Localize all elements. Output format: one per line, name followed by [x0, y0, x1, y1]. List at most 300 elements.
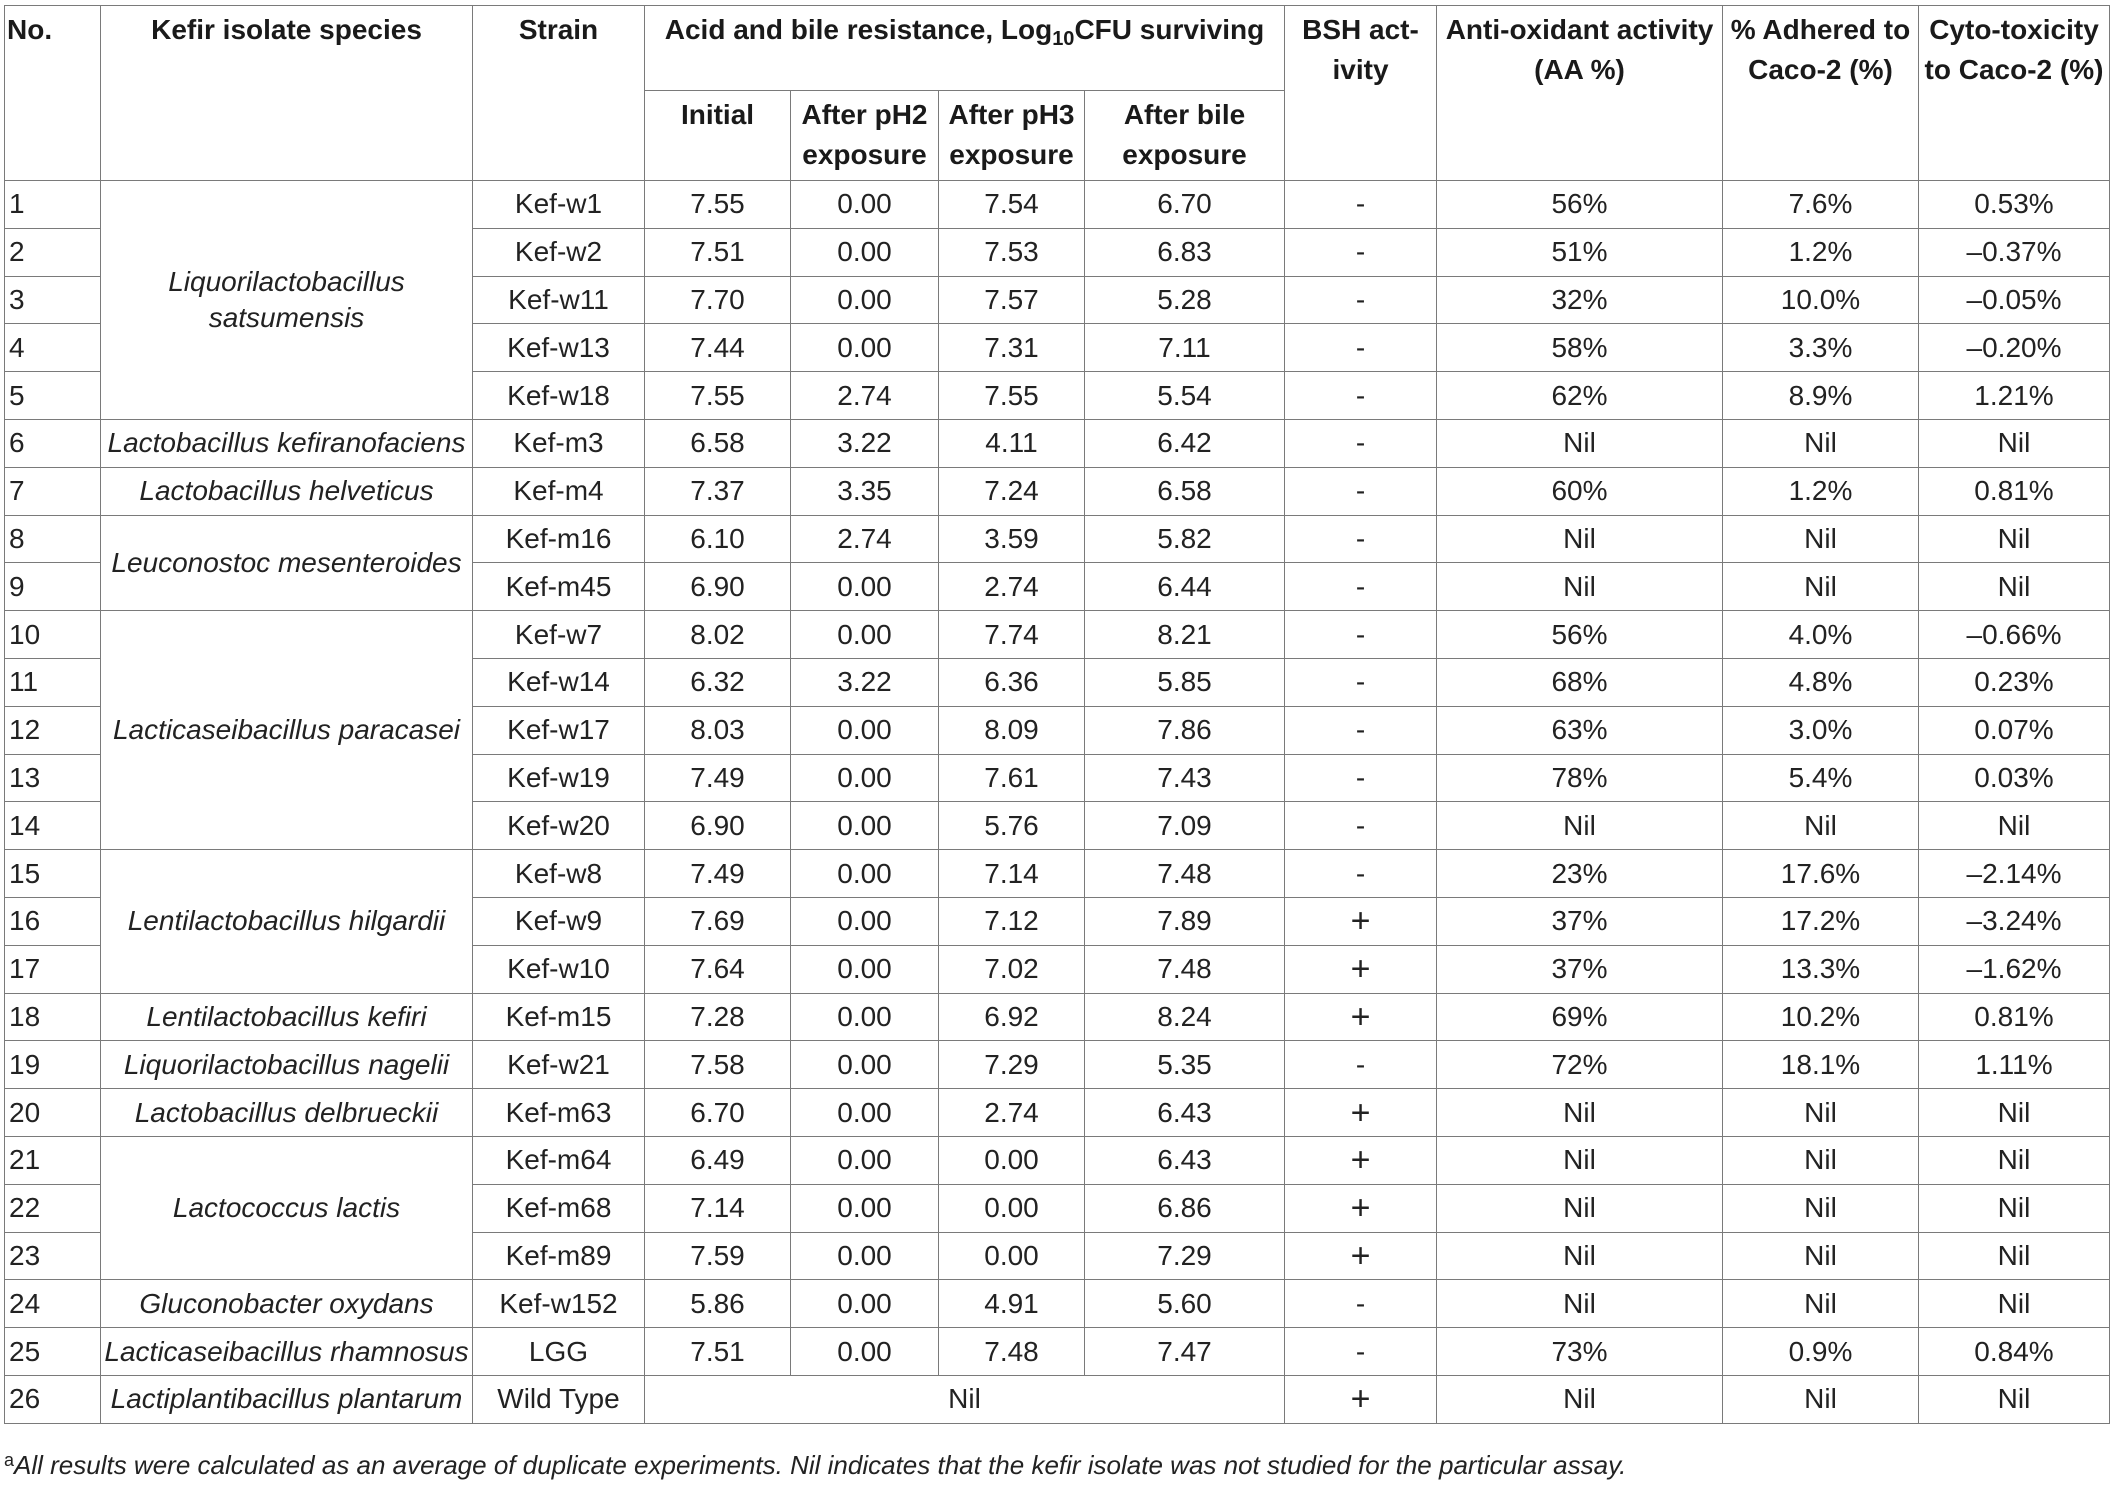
- cell-initial: 7.55: [645, 181, 791, 229]
- cell-after-ph2: 0.00: [791, 1136, 939, 1184]
- cell-after-ph2: 2.74: [791, 372, 939, 420]
- table-row: [5, 611, 2110, 659]
- cell-adhered: 4.8%: [1723, 658, 1919, 706]
- cell-species: Liquorilactobacillus satsumensis: [101, 181, 473, 420]
- cell-bsh: -: [1285, 754, 1437, 802]
- cell-cytotoxicity: 1.11%: [1919, 1041, 2110, 1089]
- cell-antioxidant: 37%: [1437, 897, 1723, 945]
- cell-adhered: Nil: [1723, 1280, 1919, 1328]
- cell-species: Liquorilactobacillus nagelii: [101, 1041, 473, 1089]
- cell-bsh: -: [1285, 706, 1437, 754]
- cell-cytotoxicity: Nil: [1919, 1280, 2110, 1328]
- cell-initial: 7.59: [645, 1232, 791, 1280]
- cell-antioxidant: Nil: [1437, 515, 1723, 563]
- cell-after-ph2: 0.00: [791, 897, 939, 945]
- cell-antioxidant: 23%: [1437, 850, 1723, 898]
- cell-after-ph2: 0.00: [791, 1184, 939, 1232]
- cell-no: 5: [5, 372, 101, 420]
- cell-after-ph2: 0.00: [791, 993, 939, 1041]
- cell-cytotoxicity: –0.20%: [1919, 324, 2110, 372]
- cell-after-ph3: 0.00: [939, 1184, 1085, 1232]
- cell-after-ph3: 5.76: [939, 802, 1085, 850]
- table-row: [5, 515, 2110, 563]
- cell-after-ph2: 3.35: [791, 467, 939, 515]
- cell-no: 17: [5, 945, 101, 993]
- cell-after-ph2: 3.22: [791, 419, 939, 467]
- cell-bsh: -: [1285, 850, 1437, 898]
- cell-adhered: Nil: [1723, 515, 1919, 563]
- cell-antioxidant: 68%: [1437, 658, 1723, 706]
- table-row: [5, 467, 2110, 515]
- cell-adhered: Nil: [1723, 563, 1919, 611]
- cell-bsh: -: [1285, 563, 1437, 611]
- cell-cytotoxicity: 0.07%: [1919, 706, 2110, 754]
- cell-after-ph3: 7.29: [939, 1041, 1085, 1089]
- cell-after-bile: 7.86: [1085, 706, 1285, 754]
- cell-adhered: Nil: [1723, 1184, 1919, 1232]
- cell-cytotoxicity: 0.81%: [1919, 467, 2110, 515]
- cell-initial: 7.64: [645, 945, 791, 993]
- cell-strain: Kef-m63: [473, 1089, 645, 1137]
- cell-after-bile: 7.89: [1085, 897, 1285, 945]
- cell-strain: Kef-w152: [473, 1280, 645, 1328]
- cell-after-ph3: 4.11: [939, 419, 1085, 467]
- cell-adhered: 0.9%: [1723, 1328, 1919, 1376]
- cell-bsh: +: [1285, 897, 1437, 945]
- cell-initial: 6.90: [645, 563, 791, 611]
- cell-no: 24: [5, 1280, 101, 1328]
- cell-no: 15: [5, 850, 101, 898]
- cell-strain: Kef-m45: [473, 563, 645, 611]
- cell-adhered: Nil: [1723, 1136, 1919, 1184]
- cell-no: 19: [5, 1041, 101, 1089]
- header-acid-bile-group: Acid and bile resistance, Log$_{10}$CFU surviving: [645, 6, 1285, 91]
- cell-after-ph3: 7.12: [939, 897, 1085, 945]
- cell-species: Lactobacillus delbrueckii: [101, 1089, 473, 1137]
- cell-after-ph3: 7.31: [939, 324, 1085, 372]
- cell-after-bile: 6.70: [1085, 181, 1285, 229]
- cell-cytotoxicity: Nil: [1919, 1089, 2110, 1137]
- cell-after-ph3: 4.91: [939, 1280, 1085, 1328]
- cell-antioxidant: Nil: [1437, 1232, 1723, 1280]
- cell-cytotoxicity: Nil: [1919, 419, 2110, 467]
- cell-no: 9: [5, 563, 101, 611]
- cell-strain: Kef-m64: [473, 1136, 645, 1184]
- cell-after-bile: 6.44: [1085, 563, 1285, 611]
- cell-after-ph2: 0.00: [791, 1280, 939, 1328]
- cell-bsh: -: [1285, 372, 1437, 420]
- table-body: [5, 181, 2110, 1424]
- cell-cytotoxicity: –3.24%: [1919, 897, 2110, 945]
- cell-after-ph3: 6.36: [939, 658, 1085, 706]
- cell-strain: Wild Type: [473, 1375, 645, 1423]
- cell-after-bile: 6.43: [1085, 1136, 1285, 1184]
- cell-no: 25: [5, 1328, 101, 1376]
- cell-after-bile: 8.24: [1085, 993, 1285, 1041]
- table-row: [5, 993, 2110, 1041]
- cell-adhered: 5.4%: [1723, 754, 1919, 802]
- cell-strain: Kef-w8: [473, 850, 645, 898]
- cell-antioxidant: Nil: [1437, 563, 1723, 611]
- cell-adhered: 1.2%: [1723, 467, 1919, 515]
- cell-antioxidant: Nil: [1437, 1184, 1723, 1232]
- cell-strain: Kef-m4: [473, 467, 645, 515]
- cell-after-ph3: 7.14: [939, 850, 1085, 898]
- cell-after-bile: 5.35: [1085, 1041, 1285, 1089]
- cell-acid-bile-merged: Nil: [645, 1375, 1285, 1423]
- cell-cytotoxicity: –0.66%: [1919, 611, 2110, 659]
- header-cytotoxicity: Cyto-toxicity to Caco-2 (%): [1919, 6, 2110, 181]
- cell-after-ph3: 7.53: [939, 228, 1085, 276]
- cell-initial: 8.03: [645, 706, 791, 754]
- cell-after-ph2: 0.00: [791, 802, 939, 850]
- cell-after-bile: 7.48: [1085, 945, 1285, 993]
- cell-bsh: +: [1285, 1136, 1437, 1184]
- cell-cytotoxicity: 0.03%: [1919, 754, 2110, 802]
- cell-bsh: -: [1285, 1041, 1437, 1089]
- cell-species: Lentilactobacillus kefiri: [101, 993, 473, 1041]
- cell-after-bile: 6.43: [1085, 1089, 1285, 1137]
- cell-cytotoxicity: Nil: [1919, 1136, 2110, 1184]
- cell-after-bile: 7.47: [1085, 1328, 1285, 1376]
- cell-strain: Kef-m16: [473, 515, 645, 563]
- cell-initial: 6.32: [645, 658, 791, 706]
- cell-bsh: -: [1285, 419, 1437, 467]
- cell-adhered: 10.0%: [1723, 276, 1919, 324]
- cell-bsh: +: [1285, 1184, 1437, 1232]
- cell-after-ph2: 0.00: [791, 706, 939, 754]
- cell-initial: 5.86: [645, 1280, 791, 1328]
- cell-after-bile: 5.60: [1085, 1280, 1285, 1328]
- cell-no: 6: [5, 419, 101, 467]
- cell-no: 1: [5, 181, 101, 229]
- cell-cytotoxicity: Nil: [1919, 1232, 2110, 1280]
- header-antioxidant: Anti-oxidant activity (AA %): [1437, 6, 1723, 181]
- cell-strain: Kef-w19: [473, 754, 645, 802]
- cell-initial: 6.10: [645, 515, 791, 563]
- cell-antioxidant: 72%: [1437, 1041, 1723, 1089]
- cell-initial: 6.70: [645, 1089, 791, 1137]
- cell-strain: Kef-w21: [473, 1041, 645, 1089]
- cell-after-ph2: 0.00: [791, 228, 939, 276]
- cell-after-ph3: 7.61: [939, 754, 1085, 802]
- cell-strain: Kef-w11: [473, 276, 645, 324]
- cell-cytotoxicity: 0.23%: [1919, 658, 2110, 706]
- cell-species: Lactiplantibacillus plantarum: [101, 1375, 473, 1423]
- cell-antioxidant: Nil: [1437, 1136, 1723, 1184]
- cell-adhered: 3.3%: [1723, 324, 1919, 372]
- cell-initial: 7.49: [645, 754, 791, 802]
- cell-adhered: 7.6%: [1723, 181, 1919, 229]
- cell-initial: 8.02: [645, 611, 791, 659]
- cell-initial: 7.49: [645, 850, 791, 898]
- cell-adhered: Nil: [1723, 802, 1919, 850]
- cell-no: 13: [5, 754, 101, 802]
- header-after-bile: After bile exposure: [1085, 91, 1285, 181]
- cell-initial: 7.69: [645, 897, 791, 945]
- cell-after-ph3: 7.02: [939, 945, 1085, 993]
- cell-no: 22: [5, 1184, 101, 1232]
- cell-bsh: +: [1285, 945, 1437, 993]
- cell-antioxidant: 62%: [1437, 372, 1723, 420]
- cell-after-bile: 6.58: [1085, 467, 1285, 515]
- cell-initial: 7.51: [645, 1328, 791, 1376]
- cell-initial: 6.49: [645, 1136, 791, 1184]
- cell-no: 11: [5, 658, 101, 706]
- cell-initial: 7.44: [645, 324, 791, 372]
- cell-after-bile: 5.54: [1085, 372, 1285, 420]
- cell-strain: Kef-w1: [473, 181, 645, 229]
- cell-antioxidant: 56%: [1437, 181, 1723, 229]
- cell-adhered: 10.2%: [1723, 993, 1919, 1041]
- cell-species: Lactococcus lactis: [101, 1136, 473, 1279]
- cell-no: 7: [5, 467, 101, 515]
- cell-adhered: Nil: [1723, 419, 1919, 467]
- cell-after-ph3: 8.09: [939, 706, 1085, 754]
- cell-cytotoxicity: –2.14%: [1919, 850, 2110, 898]
- cell-adhered: 8.9%: [1723, 372, 1919, 420]
- cell-strain: Kef-m89: [473, 1232, 645, 1280]
- cell-strain: Kef-m15: [473, 993, 645, 1041]
- cell-after-ph2: 0.00: [791, 945, 939, 993]
- cell-no: 16: [5, 897, 101, 945]
- cell-bsh: -: [1285, 1280, 1437, 1328]
- cell-adhered: 4.0%: [1723, 611, 1919, 659]
- cell-after-ph2: 3.22: [791, 658, 939, 706]
- cell-no: 23: [5, 1232, 101, 1280]
- cell-no: 2: [5, 228, 101, 276]
- cell-after-ph2: 0.00: [791, 611, 939, 659]
- cell-after-bile: 5.85: [1085, 658, 1285, 706]
- header-strain: Strain: [473, 6, 645, 181]
- cell-adhered: 13.3%: [1723, 945, 1919, 993]
- table-row: [5, 1280, 2110, 1328]
- cell-initial: 7.58: [645, 1041, 791, 1089]
- cell-bsh: +: [1285, 1232, 1437, 1280]
- cell-antioxidant: 32%: [1437, 276, 1723, 324]
- cell-bsh: -: [1285, 1328, 1437, 1376]
- cell-no: 14: [5, 802, 101, 850]
- header-initial: Initial: [645, 91, 791, 181]
- cell-cytotoxicity: Nil: [1919, 1184, 2110, 1232]
- cell-no: 21: [5, 1136, 101, 1184]
- cell-initial: 7.28: [645, 993, 791, 1041]
- cell-bsh: -: [1285, 658, 1437, 706]
- cell-antioxidant: Nil: [1437, 419, 1723, 467]
- cell-bsh: -: [1285, 276, 1437, 324]
- cell-after-ph3: 7.48: [939, 1328, 1085, 1376]
- cell-antioxidant: 60%: [1437, 467, 1723, 515]
- cell-cytotoxicity: Nil: [1919, 802, 2110, 850]
- cell-antioxidant: Nil: [1437, 802, 1723, 850]
- cell-after-ph3: 7.57: [939, 276, 1085, 324]
- cell-initial: 6.90: [645, 802, 791, 850]
- cell-after-ph2: 0.00: [791, 276, 939, 324]
- cell-antioxidant: 37%: [1437, 945, 1723, 993]
- cell-antioxidant: 69%: [1437, 993, 1723, 1041]
- cell-after-ph2: 0.00: [791, 850, 939, 898]
- cell-after-ph2: 0.00: [791, 1232, 939, 1280]
- cell-after-ph3: 7.24: [939, 467, 1085, 515]
- cell-bsh: -: [1285, 802, 1437, 850]
- cell-initial: 7.55: [645, 372, 791, 420]
- cell-cytotoxicity: Nil: [1919, 515, 2110, 563]
- cell-initial: 6.58: [645, 419, 791, 467]
- cell-bsh: -: [1285, 181, 1437, 229]
- header-no: No.: [5, 6, 101, 181]
- cell-species: Lacticaseibacillus rhamnosus: [101, 1328, 473, 1376]
- cell-bsh: +: [1285, 1089, 1437, 1137]
- cell-strain: Kef-w2: [473, 228, 645, 276]
- cell-antioxidant: 56%: [1437, 611, 1723, 659]
- cell-strain: LGG: [473, 1328, 645, 1376]
- cell-after-bile: 6.86: [1085, 1184, 1285, 1232]
- cell-species: Lentilactobacillus hilgardii: [101, 850, 473, 993]
- cell-antioxidant: 78%: [1437, 754, 1723, 802]
- cell-after-bile: 6.42: [1085, 419, 1285, 467]
- cell-antioxidant: Nil: [1437, 1280, 1723, 1328]
- table-row: [5, 1136, 2110, 1184]
- cell-adhered: Nil: [1723, 1089, 1919, 1137]
- cell-adhered: 17.2%: [1723, 897, 1919, 945]
- cell-adhered: 17.6%: [1723, 850, 1919, 898]
- cell-no: 12: [5, 706, 101, 754]
- cell-bsh: -: [1285, 228, 1437, 276]
- cell-strain: Kef-w20: [473, 802, 645, 850]
- cell-cytotoxicity: 1.21%: [1919, 372, 2110, 420]
- cell-adhered: 1.2%: [1723, 228, 1919, 276]
- cell-initial: 7.37: [645, 467, 791, 515]
- kefir-isolates-table: [4, 5, 2110, 1424]
- cell-antioxidant: 63%: [1437, 706, 1723, 754]
- header-adhered: % Adhered to Caco-2 (%): [1723, 6, 1919, 181]
- cell-adhered: 3.0%: [1723, 706, 1919, 754]
- cell-after-bile: 5.28: [1085, 276, 1285, 324]
- cell-cytotoxicity: 0.84%: [1919, 1328, 2110, 1376]
- cell-antioxidant: Nil: [1437, 1089, 1723, 1137]
- cell-bsh: +: [1285, 993, 1437, 1041]
- footnote-text: All results were calculated as an average of duplicate experiments. Nil indicates that the kefir isolate was not studied for the particular assay.: [14, 1450, 1627, 1480]
- cell-cytotoxicity: 0.53%: [1919, 181, 2110, 229]
- cell-no: 8: [5, 515, 101, 563]
- cell-after-ph3: 0.00: [939, 1136, 1085, 1184]
- cell-adhered: Nil: [1723, 1232, 1919, 1280]
- cell-strain: Kef-w9: [473, 897, 645, 945]
- table-row: [5, 1089, 2110, 1137]
- cell-bsh: -: [1285, 611, 1437, 659]
- table-footnote: [4, 1450, 1626, 1481]
- cell-species: Lactobacillus kefiranofaciens: [101, 419, 473, 467]
- cell-bsh: +: [1285, 1375, 1437, 1423]
- cell-no: 18: [5, 993, 101, 1041]
- cell-after-ph2: 0.00: [791, 754, 939, 802]
- cell-adhered: Nil: [1723, 1375, 1919, 1423]
- cell-cytotoxicity: Nil: [1919, 563, 2110, 611]
- cell-after-ph3: 0.00: [939, 1232, 1085, 1280]
- header-after-ph3: After pH3 exposure: [939, 91, 1085, 181]
- cell-bsh: -: [1285, 324, 1437, 372]
- cell-cytotoxicity: –0.05%: [1919, 276, 2110, 324]
- cell-cytotoxicity: 0.81%: [1919, 993, 2110, 1041]
- cell-after-ph3: 7.55: [939, 372, 1085, 420]
- cell-after-bile: 7.48: [1085, 850, 1285, 898]
- cell-after-ph2: 0.00: [791, 181, 939, 229]
- cell-strain: Kef-w14: [473, 658, 645, 706]
- cell-after-ph3: 2.74: [939, 1089, 1085, 1137]
- results-table-wrapper: [4, 5, 2110, 1424]
- cell-after-ph2: 2.74: [791, 515, 939, 563]
- cell-strain: Kef-w18: [473, 372, 645, 420]
- cell-after-bile: 7.11: [1085, 324, 1285, 372]
- cell-after-bile: 5.82: [1085, 515, 1285, 563]
- cell-species: Lacticaseibacillus paracasei: [101, 611, 473, 850]
- cell-strain: Kef-w17: [473, 706, 645, 754]
- cell-species: Leuconostoc mesenteroides: [101, 515, 473, 611]
- cell-antioxidant: 58%: [1437, 324, 1723, 372]
- cell-after-ph2: 0.00: [791, 1328, 939, 1376]
- cell-strain: Kef-w13: [473, 324, 645, 372]
- cell-after-ph2: 0.00: [791, 563, 939, 611]
- table-row: [5, 1328, 2110, 1376]
- header-bsh: BSH act-ivity: [1285, 6, 1437, 181]
- header-species: Kefir isolate species: [101, 6, 473, 181]
- table-row: [5, 1375, 2110, 1423]
- table-row: [5, 850, 2110, 898]
- cell-after-ph2: 0.00: [791, 324, 939, 372]
- cell-antioxidant: Nil: [1437, 1375, 1723, 1423]
- footnote-marker: a: [4, 1450, 15, 1470]
- cell-after-ph2: 0.00: [791, 1089, 939, 1137]
- table-row: [5, 181, 2110, 229]
- table-header: [5, 6, 2110, 181]
- cell-after-bile: 8.21: [1085, 611, 1285, 659]
- cell-after-ph3: 7.74: [939, 611, 1085, 659]
- cell-cytotoxicity: –0.37%: [1919, 228, 2110, 276]
- cell-after-bile: 7.09: [1085, 802, 1285, 850]
- cell-after-ph3: 7.54: [939, 181, 1085, 229]
- header-after-ph2: After pH2 exposure: [791, 91, 939, 181]
- cell-antioxidant: 51%: [1437, 228, 1723, 276]
- cell-initial: 7.14: [645, 1184, 791, 1232]
- cell-no: 4: [5, 324, 101, 372]
- cell-after-bile: 7.29: [1085, 1232, 1285, 1280]
- cell-initial: 7.51: [645, 228, 791, 276]
- cell-after-ph3: 6.92: [939, 993, 1085, 1041]
- cell-strain: Kef-w7: [473, 611, 645, 659]
- cell-cytotoxicity: Nil: [1919, 1375, 2110, 1423]
- cell-after-bile: 7.43: [1085, 754, 1285, 802]
- cell-cytotoxicity: –1.62%: [1919, 945, 2110, 993]
- cell-bsh: -: [1285, 467, 1437, 515]
- cell-after-ph3: 2.74: [939, 563, 1085, 611]
- table-row: [5, 419, 2110, 467]
- cell-after-ph2: 0.00: [791, 1041, 939, 1089]
- cell-no: 3: [5, 276, 101, 324]
- cell-species: Lactobacillus helveticus: [101, 467, 473, 515]
- cell-bsh: -: [1285, 515, 1437, 563]
- cell-no: 20: [5, 1089, 101, 1137]
- cell-adhered: 18.1%: [1723, 1041, 1919, 1089]
- cell-strain: Kef-w10: [473, 945, 645, 993]
- cell-strain: Kef-m3: [473, 419, 645, 467]
- cell-initial: 7.70: [645, 276, 791, 324]
- cell-no: 26: [5, 1375, 101, 1423]
- cell-after-bile: 6.83: [1085, 228, 1285, 276]
- cell-no: 10: [5, 611, 101, 659]
- cell-after-ph3: 3.59: [939, 515, 1085, 563]
- cell-species: Gluconobacter oxydans: [101, 1280, 473, 1328]
- cell-strain: Kef-m68: [473, 1184, 645, 1232]
